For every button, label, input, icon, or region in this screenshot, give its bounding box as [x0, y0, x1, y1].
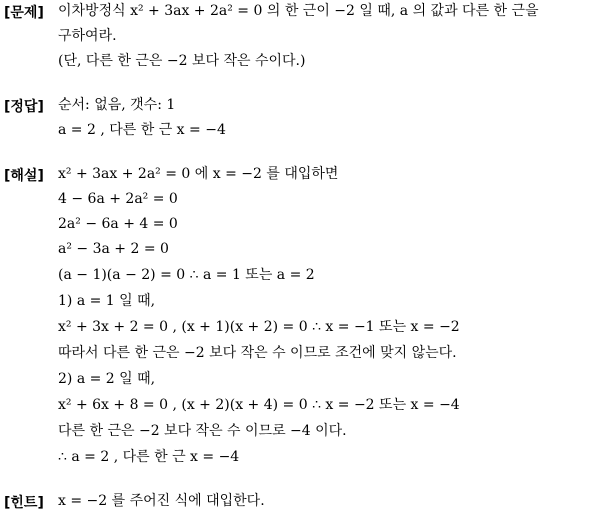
explanation-line: x² + 6x + 8 = 0 , (x + 2)(x + 4) = 0 ∴ x = −2 또는 x = −4: [58, 397, 460, 413]
problem-label: [문제]: [4, 5, 44, 21]
explanation-line: x² + 3ax + 2a² = 0 에 x = −2 를 대입하면: [58, 166, 339, 182]
explanation-line: ∴ a = 2 , 다른 한 근 x = −4: [58, 449, 240, 465]
explanation-line: 다른 한 근은 −2 보다 작은 수 이므로 −4 이다.: [58, 423, 347, 439]
problem-line-2: 구하여라.: [58, 28, 117, 44]
explanation-line: 4 − 6a + 2a² = 0: [58, 191, 178, 207]
hint-label: [힌트]: [4, 495, 44, 511]
hint-line-1: x = −2 를 주어진 식에 대입한다.: [58, 493, 265, 509]
problem-line-3: (단, 다른 한 근은 −2 보다 작은 수이다.): [58, 53, 306, 69]
explanation-line: 1) a = 1 일 때,: [58, 293, 156, 309]
answer-line-1: 순서: 없음, 갯수: 1: [58, 97, 176, 113]
explanation-line: a² − 3a + 2 = 0: [58, 241, 169, 257]
explanation-line: 따라서 다른 한 근은 −2 보다 작은 수 이므로 조건에 맞지 않는다.: [58, 345, 457, 361]
answer-line-2: a = 2 , 다른 한 근 x = −4: [58, 122, 226, 138]
explanation-line: 2) a = 2 일 때,: [58, 371, 156, 387]
explanation-line: 2a² − 6a + 4 = 0: [58, 216, 178, 232]
answer-label: [정답]: [4, 99, 44, 115]
problem-line-1: 이차방정식 x² + 3ax + 2a² = 0 의 한 근이 −2 일 때, a 의 값과 다른 한 근을: [58, 3, 539, 19]
explanation-label: [해설]: [4, 168, 44, 184]
explanation-line: x² + 3x + 2 = 0 , (x + 1)(x + 2) = 0 ∴ x = −1 또는 x = −2: [58, 319, 460, 335]
explanation-line: (a − 1)(a − 2) = 0 ∴ a = 1 또는 a = 2: [58, 267, 315, 283]
